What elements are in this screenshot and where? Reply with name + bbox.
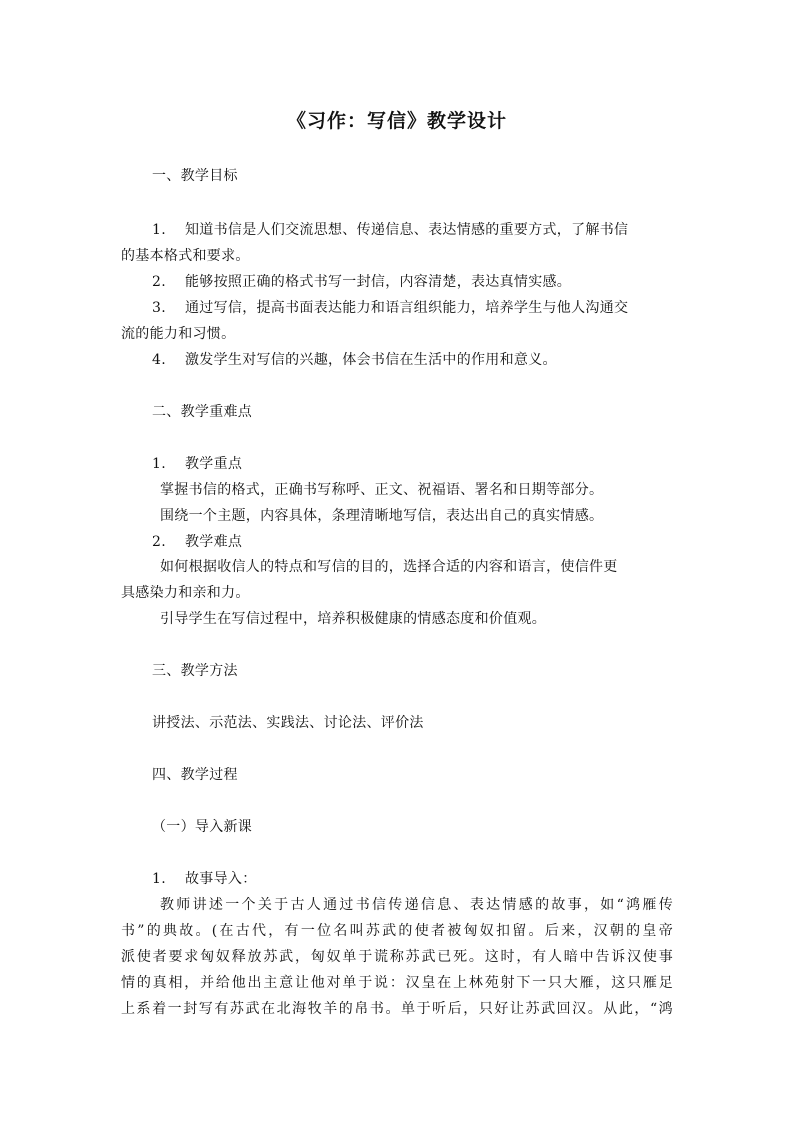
objective-item-2	[152, 272, 571, 292]
story-line-2: 书”的典故。(在古代，有一位名叫苏武的使者被匈奴扣留。后来，汉朝的皇帝	[121, 923, 673, 939]
section-heading-objectives: 一、教学目标	[152, 168, 238, 184]
story-line-3: 派使者要求匈奴释放苏武，匈奴单于谎称苏武已死。这时，有人暗中告诉汉使事	[121, 949, 673, 965]
story-line-1: 教师讲述一个关于古人通过书信传递信息、表达情感的故事，如“鸿雁传	[160, 897, 673, 913]
objective-item-3	[152, 298, 628, 318]
section-heading-methods: 三、教学方法	[152, 663, 238, 679]
item-number: 4.	[152, 352, 166, 368]
item-number: 2.	[152, 534, 166, 550]
item-number: 1.	[152, 456, 166, 472]
objective-item-4	[152, 350, 557, 370]
objective-item-1	[152, 220, 628, 240]
item-text: 教学难点	[185, 534, 243, 550]
document-title: 《习作：写信》教学设计	[286, 110, 507, 132]
difficult-point-paragraph-2: 引导学生在写信过程中，培养积极健康的情感态度和价值观。	[160, 611, 547, 627]
objective-item-3-cont: 流的能力和习惯。	[121, 326, 236, 342]
subsection-heading-intro: （一）导入新课	[152, 819, 253, 835]
story-line-5: 上系着一封写有苏武在北海牧羊的帛书。单于听后，只好让苏武回汉。从此，“鸿	[121, 1001, 673, 1017]
item-text: 知道书信是人们交流思想、传递信息、表达情感的重要方式，了解书信	[185, 222, 629, 238]
item-text: 能够按照正确的格式书写一封信，内容清楚，表达真情实感。	[185, 274, 572, 290]
item-text: 通过写信，提高书面表达能力和语言组织能力，培养学生与他人沟通交	[185, 300, 629, 316]
methods-body: 讲授法、示范法、实践法、讨论法、评价法	[152, 715, 424, 731]
item-text: 激发学生对写信的兴趣，体会书信在生活中的作用和意义。	[185, 352, 557, 368]
difficult-point-paragraph-1: 如何根据收信人的特点和写信的目的，选择合适的内容和语言，使信件更	[160, 559, 618, 575]
item-number: 2.	[152, 274, 166, 290]
key-point-label	[152, 454, 242, 474]
item-number: 1.	[152, 222, 166, 238]
difficult-point-label	[152, 532, 242, 552]
section-heading-process: 四、教学过程	[152, 767, 238, 783]
key-point-paragraph-1: 掌握书信的格式，正确书写称呼、正文、祝福语、署名和日期等部分。	[160, 482, 604, 498]
item-number: 3.	[152, 300, 166, 316]
objective-item-1-cont: 的基本格式和要求。	[121, 248, 250, 264]
item-number: 1.	[152, 871, 166, 887]
section-heading-key-points: 二、教学重难点	[152, 404, 253, 420]
key-point-paragraph-2: 围绕一个主题，内容具体，条理清晰地写信，表达出自己的真实情感。	[160, 508, 604, 524]
story-intro-label	[152, 869, 257, 889]
item-text: 教学重点	[185, 456, 243, 472]
difficult-point-paragraph-1-cont: 具感染力和亲和力。	[121, 585, 250, 601]
story-line-4: 情的真相，并给他出主意让他对单于说：汉皇在上林苑射下一只大雁，这只雁足	[121, 975, 673, 991]
item-text: 故事导入：	[185, 871, 257, 887]
